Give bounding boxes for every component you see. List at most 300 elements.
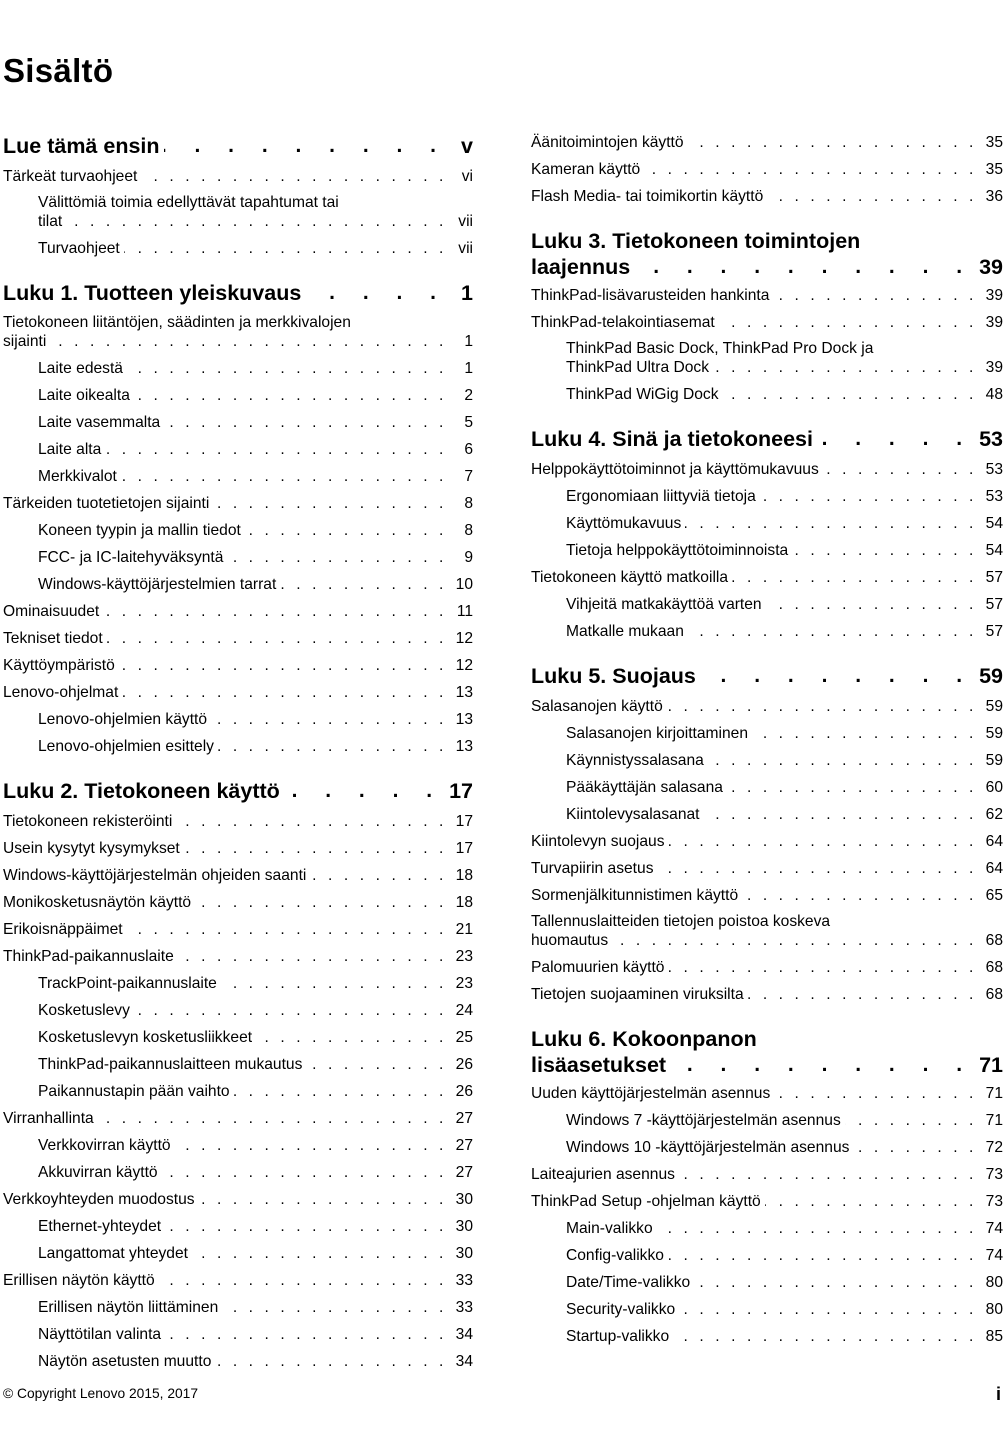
toc-left-column <box>3 133 473 1379</box>
dot-leader <box>213 494 447 513</box>
toc-entry[interactable] <box>531 460 1003 487</box>
dot-leader <box>199 1190 447 1209</box>
toc-entry-title: Lenovo-ohjelmien esittely <box>38 738 218 756</box>
toc-page-number: 34 <box>447 1326 473 1344</box>
dot-leader <box>657 1219 977 1238</box>
toc-entry-title: Palomuurien käyttö <box>531 959 668 977</box>
toc-entry[interactable] <box>566 1138 1003 1165</box>
toc-entry[interactable] <box>3 656 473 683</box>
toc-page-number: 8 <box>447 495 473 513</box>
toc-entry[interactable] <box>38 1055 473 1082</box>
toc-entry-title: Kiintolevysalasanat <box>566 806 704 824</box>
toc-entry[interactable] <box>3 947 473 974</box>
toc-page-number: 30 <box>447 1218 473 1236</box>
toc-page-number: 64 <box>977 860 1003 878</box>
dot-leader <box>644 160 977 179</box>
toc-page-number: 71 <box>973 1052 1003 1078</box>
page-number: i <box>995 1384 1001 1404</box>
toc-page-number: 36 <box>977 188 1003 206</box>
toc-page-number: 39 <box>977 287 1003 305</box>
toc-entry[interactable] <box>3 1271 473 1298</box>
dot-leader <box>134 1001 447 1020</box>
copyright-footer: © Copyright Lenovo 2015, 2017 <box>3 1386 199 1401</box>
toc-entry-title: Erikoisnäppäimet <box>3 921 127 939</box>
toc-entry[interactable] <box>531 697 1003 724</box>
toc-entry-title: Äänitoimintojen käyttö <box>531 134 688 152</box>
toc-entry[interactable] <box>38 1217 473 1244</box>
toc-page-number: 5 <box>447 414 473 432</box>
dot-leader <box>792 541 977 560</box>
toc-page-number: 39 <box>977 314 1003 332</box>
dot-leader <box>218 737 447 756</box>
toc-entry[interactable] <box>3 866 473 893</box>
toc-entry[interactable] <box>566 805 1003 832</box>
toc-page-number: 80 <box>977 1301 1003 1319</box>
toc-entry-title: Lenovo-ohjelmat <box>3 684 122 702</box>
page-title: Sisältö <box>3 52 114 89</box>
toc-entry-title: Config-valikko <box>566 1247 668 1265</box>
toc-page-number: 39 <box>973 254 1003 280</box>
toc-page-number: 17 <box>443 778 473 804</box>
toc-entry-title: ThinkPad-paikannuslaite <box>3 948 178 966</box>
toc-entry-title: Date/Time-valikko <box>566 1274 694 1292</box>
toc-page-number: 12 <box>447 630 473 648</box>
dot-leader <box>688 133 977 152</box>
dot-leader <box>103 602 447 621</box>
toc-entry[interactable] <box>38 1001 473 1028</box>
dot-leader <box>700 663 973 689</box>
toc-entry[interactable] <box>3 494 473 521</box>
dot-leader <box>221 974 447 993</box>
toc-entry[interactable] <box>566 751 1003 778</box>
toc-entry-title: Kiintolevyn suojaus <box>531 833 669 851</box>
toc-entry-title: Tekniset tiedot <box>3 630 107 648</box>
toc-entry-title: Ergonomiaan liittyviä tietoja <box>566 488 760 506</box>
toc-entry[interactable] <box>3 683 473 710</box>
toc-entry[interactable] <box>3 1109 473 1136</box>
toc-entry[interactable] <box>531 859 1003 886</box>
dot-leader <box>124 239 447 258</box>
toc-entry-title: Laite oikealta <box>38 387 134 405</box>
toc-entry[interactable] <box>3 812 473 839</box>
dot-leader <box>823 460 977 479</box>
toc-entry-title: Salasanojen käyttö <box>531 698 667 716</box>
toc-page-number: 13 <box>447 711 473 729</box>
dot-leader <box>164 413 447 432</box>
dot-leader <box>134 386 447 405</box>
toc-page-number: 35 <box>977 161 1003 179</box>
dot-leader <box>679 1165 977 1184</box>
toc-entry[interactable] <box>3 602 473 629</box>
toc-page-number: 27 <box>447 1137 473 1155</box>
toc-entry-title: Merkkivalot <box>38 468 121 486</box>
toc-entry[interactable] <box>38 1325 473 1352</box>
toc-entry-title: Main-valikko <box>566 1220 657 1238</box>
toc-page-number: 85 <box>977 1328 1003 1346</box>
dot-leader <box>215 1352 447 1371</box>
toc-entry-title: Verkkoyhteyden muodostus <box>3 1191 199 1209</box>
toc-entry[interactable] <box>531 187 1003 214</box>
toc-page-number: 57 <box>977 623 1003 641</box>
toc-entry[interactable] <box>531 958 1003 985</box>
dot-leader <box>119 656 447 675</box>
dot-leader <box>165 1217 447 1236</box>
toc-page-number: 57 <box>977 569 1003 587</box>
toc-entry-title: Langattomat yhteydet <box>38 1245 192 1263</box>
toc-entry-title: Windows 10 -käyttöjärjestelmän asennus <box>566 1139 853 1157</box>
toc-page-number: 1 <box>447 333 473 351</box>
dot-leader <box>195 893 447 912</box>
toc-entry-title: FCC- ja IC-laitehyväksyntä <box>38 549 227 567</box>
toc-chapter-entry[interactable] <box>531 426 1003 460</box>
toc-entry[interactable] <box>566 340 1003 385</box>
toc-entry-title: Salasanojen kirjoittaminen <box>566 725 752 743</box>
dot-leader <box>305 280 447 306</box>
toc-entry-title-line: Luku 6. Kokoonpanon <box>531 1027 757 1051</box>
dot-leader <box>127 920 447 939</box>
toc-entry-title: Flash Media- tai toimikortin käyttö <box>531 188 767 206</box>
toc-page-number: 54 <box>977 542 1003 560</box>
toc-page-number: 26 <box>447 1056 473 1074</box>
toc-page-number: 71 <box>977 1085 1003 1103</box>
toc-entry-title: ThinkPad Ultra Dock <box>566 359 713 377</box>
toc-entry-title: Security-valikko <box>566 1301 679 1319</box>
dot-leader <box>184 839 447 858</box>
toc-entry-title: Verkkovirran käyttö <box>38 1137 175 1155</box>
toc-entry[interactable] <box>38 575 473 602</box>
toc-entry-title: Luku 5. Suojaus <box>531 663 700 689</box>
toc-page-number: 27 <box>447 1164 473 1182</box>
toc-entry[interactable] <box>3 1190 473 1217</box>
toc-entry-title: Vihjeitä matkakäyttöä varten <box>566 596 766 614</box>
toc-entry-title: lisäasetukset <box>531 1052 670 1078</box>
dot-leader <box>760 487 977 506</box>
toc-entry[interactable] <box>566 1111 1003 1138</box>
toc-entry[interactable] <box>38 737 473 764</box>
dot-leader <box>694 1273 977 1292</box>
toc-entry-title: tilat <box>38 213 66 231</box>
toc-entry[interactable] <box>531 913 1003 958</box>
toc-page-number: 39 <box>977 359 1003 377</box>
toc-page-number: 64 <box>977 833 1003 851</box>
toc-entry[interactable] <box>38 521 473 548</box>
toc-entry-title: Tietokoneen käyttö matkoilla <box>531 569 732 587</box>
toc-entry[interactable] <box>38 359 473 386</box>
toc-entry[interactable] <box>531 985 1003 1012</box>
toc-entry[interactable] <box>38 1163 473 1190</box>
toc-entry-title: Kosketuslevy <box>38 1002 134 1020</box>
dot-leader <box>634 254 973 280</box>
dot-leader <box>765 1192 977 1211</box>
toc-page-number: 71 <box>977 1112 1003 1130</box>
toc-entry-title: Näyttötilan valinta <box>38 1326 165 1344</box>
toc-entry[interactable] <box>531 160 1003 187</box>
toc-entry[interactable] <box>38 194 473 239</box>
toc-entry-title: Windows 7 -käyttöjärjestelmän asennus <box>566 1112 845 1130</box>
toc-page-number: 35 <box>977 134 1003 152</box>
dot-leader <box>673 1327 977 1346</box>
toc-entry-title: Matkalle mukaan <box>566 623 688 641</box>
toc-entry-title: TrackPoint-paikannuslaite <box>38 975 221 993</box>
dot-leader <box>708 751 977 770</box>
toc-entry-title: ThinkPad Setup -ohjelman käyttö <box>531 1193 765 1211</box>
toc-entry-title: ThinkPad-lisävarusteiden hankinta <box>531 287 773 305</box>
dot-leader <box>50 332 447 351</box>
dot-leader <box>306 1055 447 1074</box>
toc-entry[interactable] <box>38 1136 473 1163</box>
dot-leader <box>105 440 447 459</box>
dot-leader <box>667 697 977 716</box>
toc-right-column <box>531 133 1003 1354</box>
toc-entry-title: Luku 4. Sinä ja tietokoneesi <box>531 426 817 452</box>
dot-leader <box>227 548 447 567</box>
toc-entry[interactable] <box>566 1246 1003 1273</box>
toc-page-number: 17 <box>447 840 473 858</box>
toc-page-number: v <box>447 133 473 159</box>
toc-page-number: 73 <box>977 1193 1003 1211</box>
toc-entry[interactable] <box>38 1352 473 1379</box>
dot-leader <box>713 358 977 377</box>
toc-page-number: 80 <box>977 1274 1003 1292</box>
toc-page-number: 34 <box>447 1353 473 1371</box>
toc-page-number: 30 <box>447 1245 473 1263</box>
toc-entry-title: Turvaohjeet <box>38 240 124 258</box>
toc-chapter-entry[interactable] <box>3 280 473 314</box>
toc-page-number: 33 <box>447 1299 473 1317</box>
dot-leader <box>245 521 447 540</box>
dot-leader <box>121 467 447 486</box>
toc-entry-title: Lue tämä ensin <box>3 133 164 159</box>
toc-entry-title: Windows-käyttöjärjestelmän ohjeiden saanti <box>3 867 310 885</box>
toc-entry-title: Näytön asetusten muutto <box>38 1353 215 1371</box>
dot-leader <box>310 866 447 885</box>
dot-leader <box>222 1298 447 1317</box>
toc-entry-title: Helppokäyttötoiminnot ja käyttömukavuus <box>531 461 823 479</box>
toc-page-number: 6 <box>447 441 473 459</box>
toc-page-number: 62 <box>977 806 1003 824</box>
toc-page-number: 11 <box>447 603 473 621</box>
dot-leader <box>748 985 977 1004</box>
dot-leader <box>817 426 973 452</box>
dot-leader <box>122 683 447 702</box>
toc-entry-title: Laiteajurien asennus <box>531 1166 679 1184</box>
toc-page-number: 68 <box>977 932 1003 950</box>
toc-page-number: vii <box>447 240 473 258</box>
toc-entry[interactable] <box>531 1192 1003 1219</box>
toc-entry[interactable] <box>38 1298 473 1325</box>
dot-leader <box>685 514 977 533</box>
toc-page-number: 59 <box>977 725 1003 743</box>
toc-entry-title: Tärkeät turvaohjeet <box>3 168 141 186</box>
toc-entry-title: Erillisen näytön liittäminen <box>38 1299 222 1317</box>
toc-entry-title: Usein kysytyt kysymykset <box>3 840 184 858</box>
dot-leader <box>704 805 978 824</box>
toc-entry-title-line: Luku 3. Tietokoneen toimintojen <box>531 229 861 253</box>
toc-entry-title: Koneen tyypin ja mallin tiedot <box>38 522 245 540</box>
toc-entry[interactable] <box>566 487 1003 514</box>
dot-leader <box>107 629 447 648</box>
toc-entry-title: ThinkPad WiGig Dock <box>566 386 723 404</box>
toc-chapter-entry[interactable] <box>531 228 1003 286</box>
toc-page-number: vi <box>447 168 473 186</box>
toc-entry[interactable] <box>566 622 1003 649</box>
toc-page-number: 72 <box>977 1139 1003 1157</box>
toc-entry[interactable] <box>531 313 1003 340</box>
toc-entry[interactable] <box>3 839 473 866</box>
toc-page-number: 53 <box>973 426 1003 452</box>
toc-entry[interactable] <box>566 1273 1003 1300</box>
toc-page-number: 65 <box>977 887 1003 905</box>
toc-entry-title: Monikosketusnäytön käyttö <box>3 894 195 912</box>
toc-entry-title: Pääkäyttäjän salasana <box>566 779 727 797</box>
dot-leader <box>162 1163 447 1182</box>
dot-leader <box>178 947 447 966</box>
toc-entry-title-line: Välittömiä toimia edellyttävät tapahtumat tai <box>38 194 339 211</box>
toc-entry[interactable] <box>566 724 1003 751</box>
toc-entry-title: laajennus <box>531 254 634 280</box>
toc-entry-title: Luku 1. Tuotteen yleiskuvaus <box>3 280 305 306</box>
toc-entry[interactable] <box>38 1082 473 1109</box>
toc-entry-title: Lenovo-ohjelmien käyttö <box>38 711 211 729</box>
toc-entry[interactable] <box>38 413 473 440</box>
toc-entry[interactable] <box>3 167 473 194</box>
toc-entry[interactable] <box>3 314 473 359</box>
toc-entry-title: sijainti <box>3 333 50 351</box>
dot-leader <box>256 1028 447 1047</box>
toc-page-number: 74 <box>977 1220 1003 1238</box>
toc-page-number: 18 <box>447 867 473 885</box>
toc-entry[interactable] <box>566 1300 1003 1327</box>
toc-entry-title: Laite edestä <box>38 360 127 378</box>
toc-page-number: 54 <box>977 515 1003 533</box>
toc-page-number: 10 <box>447 576 473 594</box>
toc-entry-title: Sormenjälkitunnistimen käyttö <box>531 887 742 905</box>
toc-entry[interactable] <box>566 778 1003 805</box>
toc-entry-title: Laite alta <box>38 441 105 459</box>
dot-leader <box>752 724 977 743</box>
toc-entry[interactable] <box>531 832 1003 859</box>
dot-leader <box>234 1082 447 1101</box>
toc-entry[interactable] <box>566 1327 1003 1354</box>
toc-entry[interactable] <box>531 1084 1003 1111</box>
toc-entry-title: Käynnistyssalasana <box>566 752 708 770</box>
toc-entry[interactable] <box>38 386 473 413</box>
dot-leader <box>159 1271 447 1290</box>
toc-page-number: 12 <box>447 657 473 675</box>
toc-chapter-entry[interactable] <box>3 133 473 167</box>
dot-leader <box>688 622 977 641</box>
dot-leader <box>658 859 978 878</box>
toc-entry-title: Luku 2. Tietokoneen käyttö <box>3 778 284 804</box>
toc-entry[interactable] <box>566 595 1003 622</box>
toc-page-number: 9 <box>447 549 473 567</box>
toc-entry-title: Käyttömukavuus <box>566 515 685 533</box>
toc-page-number: 53 <box>977 461 1003 479</box>
dot-leader <box>66 212 447 231</box>
toc-entry-title: Tietoja helppokäyttötoiminnoista <box>566 542 792 560</box>
toc-page-number: 8 <box>447 522 473 540</box>
toc-page-number: 53 <box>977 488 1003 506</box>
toc-entry[interactable] <box>38 1244 473 1271</box>
toc-entry[interactable] <box>531 1165 1003 1192</box>
toc-page-number: 1 <box>447 280 473 306</box>
dot-leader <box>98 1109 447 1128</box>
toc-page-number: 1 <box>447 360 473 378</box>
toc-entry[interactable] <box>38 440 473 467</box>
toc-chapter-entry[interactable] <box>531 663 1003 697</box>
dot-leader <box>668 958 977 977</box>
toc-entry[interactable] <box>566 1219 1003 1246</box>
toc-entry-title: Tietokoneen rekisteröinti <box>3 813 176 831</box>
toc-entry-title: Laite vasemmalta <box>38 414 164 432</box>
toc-page-number: 18 <box>447 894 473 912</box>
toc-entry-title: huomautus <box>531 932 612 950</box>
toc-entry-title: Startup-valikko <box>566 1328 673 1346</box>
dot-leader <box>164 133 447 159</box>
toc-entry[interactable] <box>531 133 1003 160</box>
toc-entry[interactable] <box>531 886 1003 913</box>
dot-leader <box>211 710 447 729</box>
toc-entry[interactable] <box>3 629 473 656</box>
dot-leader <box>175 1136 447 1155</box>
toc-entry[interactable] <box>38 710 473 737</box>
toc-entry-title: Windows-käyttöjärjestelmien tarrat <box>38 576 280 594</box>
toc-page-number: 59 <box>977 752 1003 770</box>
toc-page-number: 24 <box>447 1002 473 1020</box>
dot-leader <box>176 812 447 831</box>
dot-leader <box>742 886 977 905</box>
toc-entry[interactable] <box>38 974 473 1001</box>
dot-leader <box>766 595 977 614</box>
dot-leader <box>284 778 443 804</box>
toc-entry-title: Kameran käyttö <box>531 161 644 179</box>
toc-page-number: 73 <box>977 1166 1003 1184</box>
toc-page-number: 23 <box>447 948 473 966</box>
toc-page-number: 17 <box>447 813 473 831</box>
toc-entry-title: Ethernet-yhteydet <box>38 1218 165 1236</box>
dot-leader <box>679 1300 977 1319</box>
toc-entry[interactable] <box>531 286 1003 313</box>
dot-leader <box>719 313 977 332</box>
toc-chapter-entry[interactable] <box>531 1026 1003 1084</box>
toc-entry-title: Erillisen näytön käyttö <box>3 1272 159 1290</box>
toc-entry-title-line: Tietokoneen liitäntöjen, säädinten ja merkkivalojen <box>3 314 351 331</box>
toc-page-number: vii <box>447 213 473 231</box>
dot-leader <box>280 575 447 594</box>
toc-entry[interactable] <box>38 1028 473 1055</box>
toc-entry[interactable] <box>531 568 1003 595</box>
toc-page-number: 74 <box>977 1247 1003 1265</box>
toc-entry-title: Turvapiirin asetus <box>531 860 658 878</box>
toc-entry[interactable] <box>566 541 1003 568</box>
toc-page-number: 21 <box>447 921 473 939</box>
toc-entry-title: Akkuvirran käyttö <box>38 1164 162 1182</box>
toc-chapter-entry[interactable] <box>3 778 473 812</box>
toc-entry[interactable] <box>3 893 473 920</box>
toc-entry-title: ThinkPad-telakointiasemat <box>531 314 719 332</box>
toc-entry-title: ThinkPad-paikannuslaitteen mukautus <box>38 1056 306 1074</box>
toc-entry-title: Tärkeiden tuotetietojen sijainti <box>3 495 213 513</box>
toc-page-number: 68 <box>977 986 1003 1004</box>
toc-entry[interactable] <box>38 548 473 575</box>
toc-entry[interactable] <box>38 467 473 494</box>
toc-entry[interactable] <box>566 514 1003 541</box>
toc-page-number: 59 <box>973 663 1003 689</box>
toc-page-number: 27 <box>447 1110 473 1128</box>
toc-entry[interactable] <box>38 239 473 266</box>
toc-entry[interactable] <box>3 920 473 947</box>
toc-entry[interactable] <box>566 385 1003 412</box>
